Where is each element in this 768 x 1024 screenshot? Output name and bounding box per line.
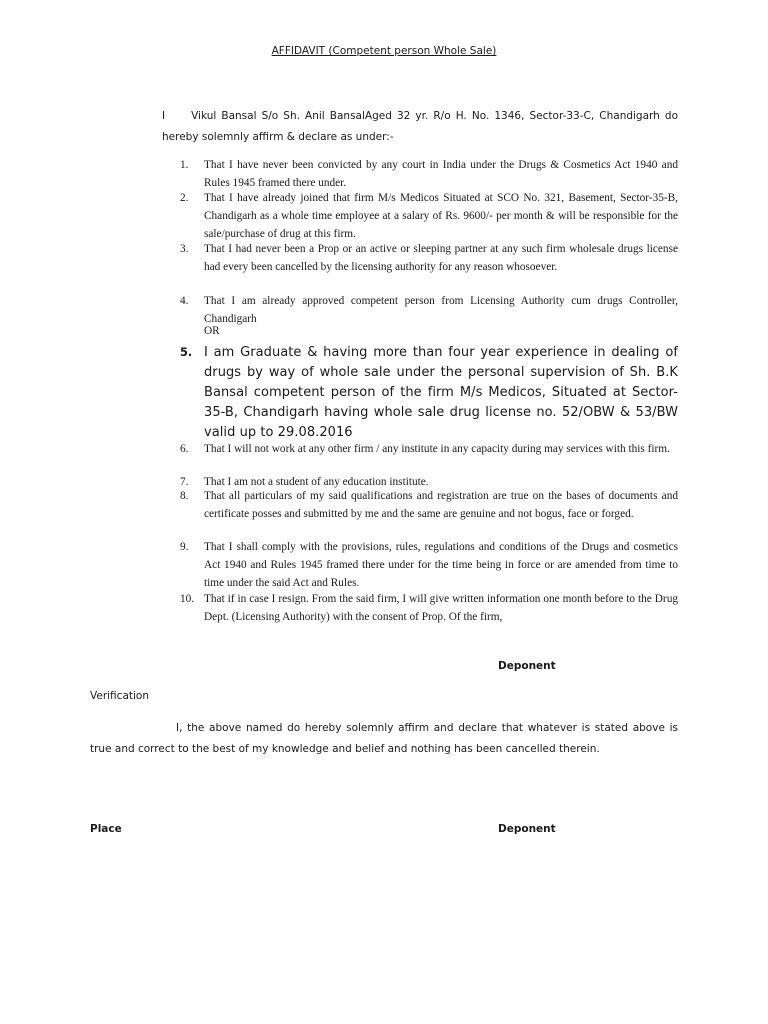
list-item-number: 3. <box>180 243 189 255</box>
or-label: OR <box>204 325 220 337</box>
list-item-text: That I have already joined that firm M/s Medicos Situated at SCO No. 321, Basement, Sector-35-B, Chandigarh as a whole time employee at a salary of Rs. 9600/- per month & will be responsible for the sale/purchase of drug at this firm. <box>204 192 678 240</box>
list-item-text: That I will not work at any other firm / any institute in any capacity during may services with this firm. <box>204 443 670 455</box>
list-item-text: That I am already approved competent person from Licensing Authority cum drugs Controller, Chandigarh <box>204 295 678 325</box>
list-item-number: 5. <box>180 346 193 359</box>
deponent-label-bottom: Deponent <box>498 823 556 835</box>
list-item-text: That if in case I resign. From the said firm, I will give written information one month before to the Drug Dept. (Licensing Authority) with the consent of Prop. Of the firm, <box>204 593 678 623</box>
list-item-number: 1. <box>180 159 189 171</box>
list-item-text: That I am not a student of any education institute. <box>204 476 429 488</box>
list-item-number: 4. <box>180 295 189 307</box>
list-item-number: 7. <box>180 476 189 488</box>
list-item-number: 10. <box>180 593 195 605</box>
list-item-number: 8. <box>180 490 189 502</box>
list-item-text: That all particulars of my said qualifications and registration are true on the bases of documents and certificate posses and submitted by me and the same are genuine and not bogus, face or forged. <box>204 490 678 520</box>
list-item-number: 2. <box>180 192 189 204</box>
verification-heading: Verification <box>90 690 149 702</box>
verification-text: I, the above named do hereby solemnly affirm and declare that whatever is stated above is true and correct to the best of my knowledge and belief and nothing has been cancelled therein. <box>90 722 678 755</box>
place-label: Place <box>90 823 122 835</box>
intro-text: Vikul Bansal S/o Sh. Anil BansalAged 32 yr. R/o H. No. 1346, Sector-33-C, Chandigarh do hereby solemnly affirm & declare as under:- <box>162 110 678 143</box>
list-item-text: That I have never been convicted by any court in India under the Drugs & Cosmetics Act 1940 and Rules 1945 framed there under. <box>204 159 678 189</box>
document-title: AFFIDAVIT (Competent person Whole Sale) <box>271 45 497 57</box>
list-item-number: 9. <box>180 541 189 553</box>
intro-paragraph <box>162 106 678 148</box>
list-item-number: 6. <box>180 443 189 455</box>
list-item-text: That I had never been a Prop or an active or sleeping partner at any such firm wholesale drugs license had every been cancelled by the licensing authority for any reason whosoever. <box>204 243 678 273</box>
list-item-text: I am Graduate & having more than four year experience in dealing of drugs by way of whole sale under the personal supervision of Sh. B.K Bansal competent person of the firm M/s Medicos, Situated at Sector-35-B, Chandigarh having whole sale drug license no. 52/OBW & 53/BW valid up to 29.08.2016 <box>204 345 678 440</box>
deponent-label: Deponent <box>498 660 556 672</box>
list-item-text: That I shall comply with the provisions, rules, regulations and conditions of the Drugs and cosmetics Act 1940 and Rules 1945 framed there under for the time being in force or are amended from time to time under the said Act and Rules. <box>204 541 678 589</box>
intro-prefix: I <box>162 110 166 122</box>
